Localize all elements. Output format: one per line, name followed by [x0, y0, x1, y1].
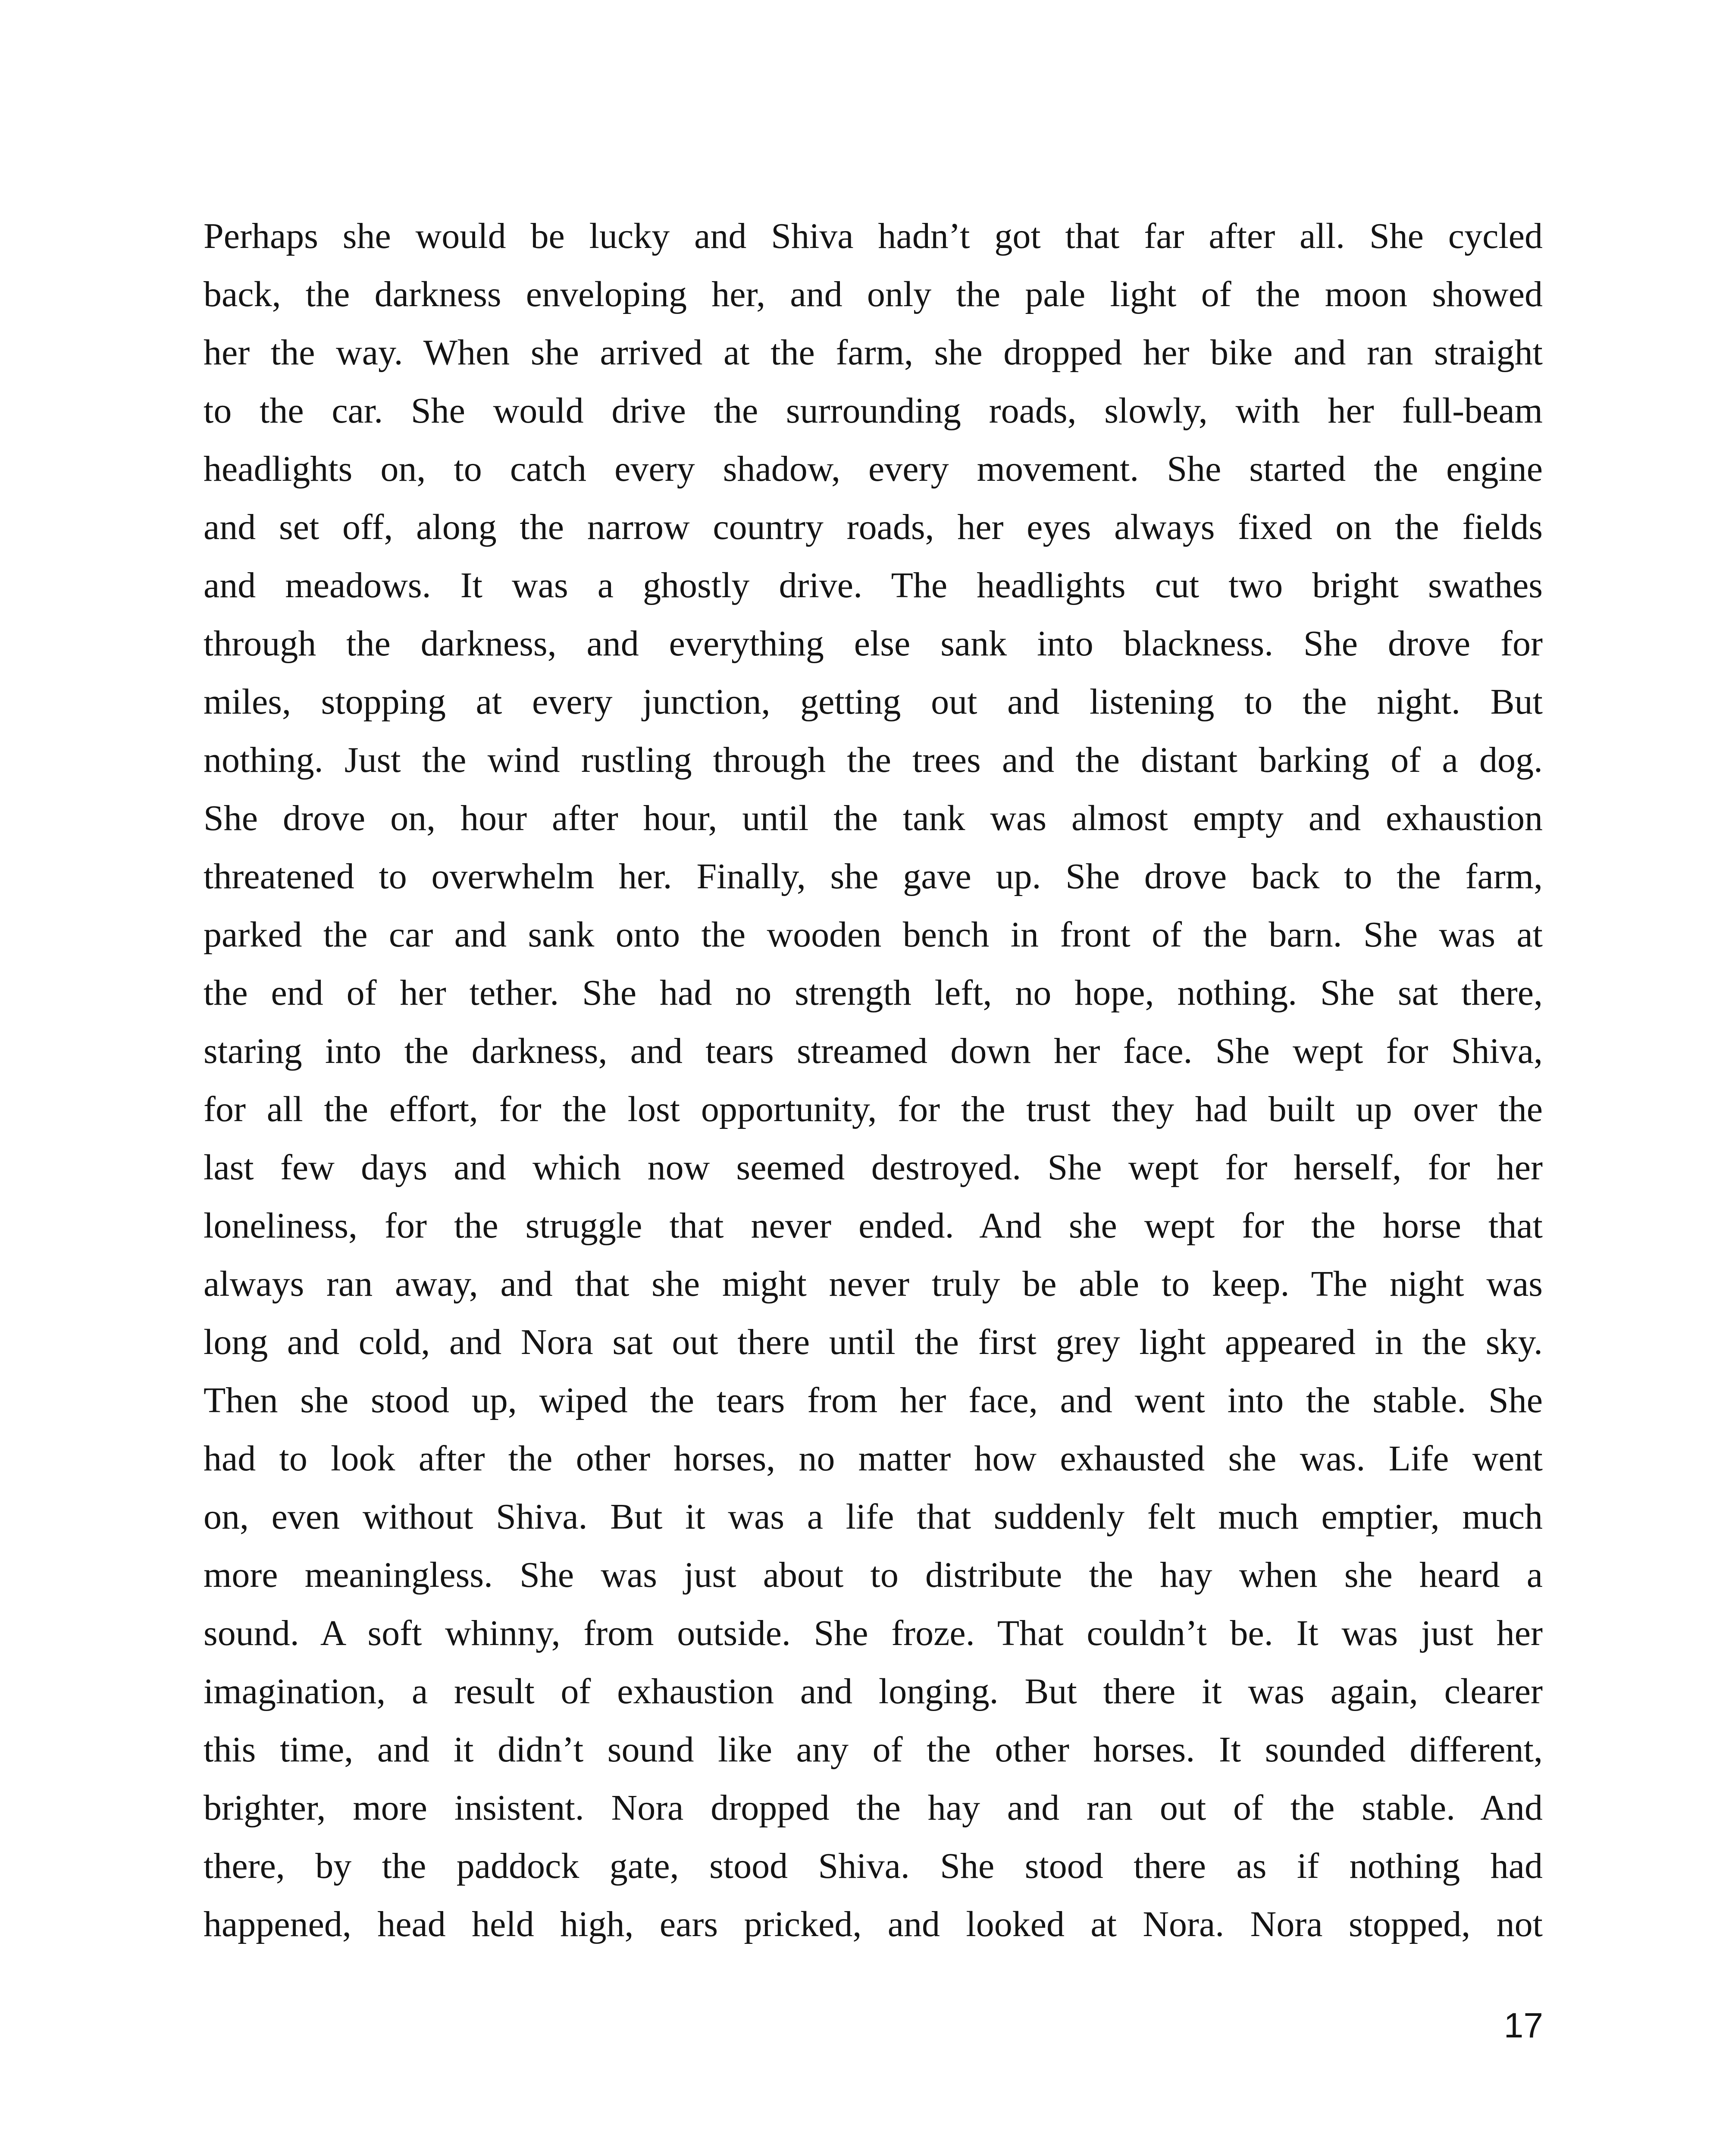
text-line: threatened to overwhelm her. Finally, she gave up. She drove back to the farm,	[204, 856, 1543, 896]
text-line: always ran away, and that she might never truly be able to keep. The night was	[204, 1264, 1543, 1304]
body-text	[204, 207, 1543, 1953]
text-line: sound. A soft whinny, from outside. She froze. That couldn’t be. It was just her	[204, 1613, 1543, 1653]
text-line: miles, stopping at every junction, getting out and listening to the night. But	[204, 682, 1543, 722]
text-line: She drove on, hour after hour, until the tank was almost empty and exhaustion	[204, 798, 1543, 838]
text-line: for all the effort, for the lost opportunity, for the trust they had built up over the	[204, 1089, 1543, 1129]
text-line: more meaningless. She was just about to distribute the hay when she heard a	[204, 1555, 1543, 1595]
text-line: to the car. She would drive the surrounding roads, slowly, with her full-beam	[204, 391, 1543, 431]
text-line: staring into the darkness, and tears streamed down her face. She wept for Shiva,	[204, 1031, 1543, 1071]
text-line: back, the darkness enveloping her, and only the pale light of the moon showed	[204, 274, 1543, 314]
text-line: headlights on, to catch every shadow, every movement. She started the engine	[204, 449, 1543, 489]
text-line: there, by the paddock gate, stood Shiva. She stood there as if nothing had	[204, 1846, 1543, 1886]
text-line: and set off, along the narrow country roads, her eyes always fixed on the fields	[204, 507, 1543, 547]
text-line: had to look after the other horses, no matter how exhausted she was. Life went	[204, 1438, 1543, 1479]
text-line: brighter, more insistent. Nora dropped the hay and ran out of the stable. And	[204, 1788, 1543, 1828]
text-line: through the darkness, and everything else sank into blackness. She drove for	[204, 624, 1543, 664]
text-line: Then she stood up, wiped the tears from her face, and went into the stable. She	[204, 1380, 1543, 1420]
text-line: imagination, a result of exhaustion and longing. But there it was again, clearer	[204, 1671, 1543, 1711]
text-line: the end of her tether. She had no strength left, no hope, nothing. She sat there,	[204, 973, 1543, 1013]
text-line: this time, and it didn’t sound like any of the other horses. It sounded different,	[204, 1730, 1543, 1770]
text-line: and meadows. It was a ghostly drive. The headlights cut two bright swathes	[204, 565, 1543, 605]
text-line: parked the car and sank onto the wooden bench in front of the barn. She was at	[204, 915, 1543, 955]
page-number: 17	[1503, 2006, 1543, 2045]
text-line: long and cold, and Nora sat out there until the first grey light appeared in the sky.	[204, 1322, 1543, 1362]
text-line: loneliness, for the struggle that never ended. And she wept for the horse that	[204, 1206, 1543, 1246]
text-line: Perhaps she would be lucky and Shiva hadn’t got that far after all. She cycled	[204, 216, 1543, 256]
text-line: happened, head held high, ears pricked, and looked at Nora. Nora stopped, not	[204, 1904, 1543, 1944]
text-line: on, even without Shiva. But it was a life that suddenly felt much emptier, much	[204, 1497, 1543, 1537]
text-line: last few days and which now seemed destroyed. She wept for herself, for her	[204, 1147, 1543, 1188]
text-line: nothing. Just the wind rustling through the trees and the distant barking of a dog.	[204, 740, 1543, 780]
text-line: her the way. When she arrived at the farm, she dropped her bike and ran straight	[204, 332, 1543, 373]
